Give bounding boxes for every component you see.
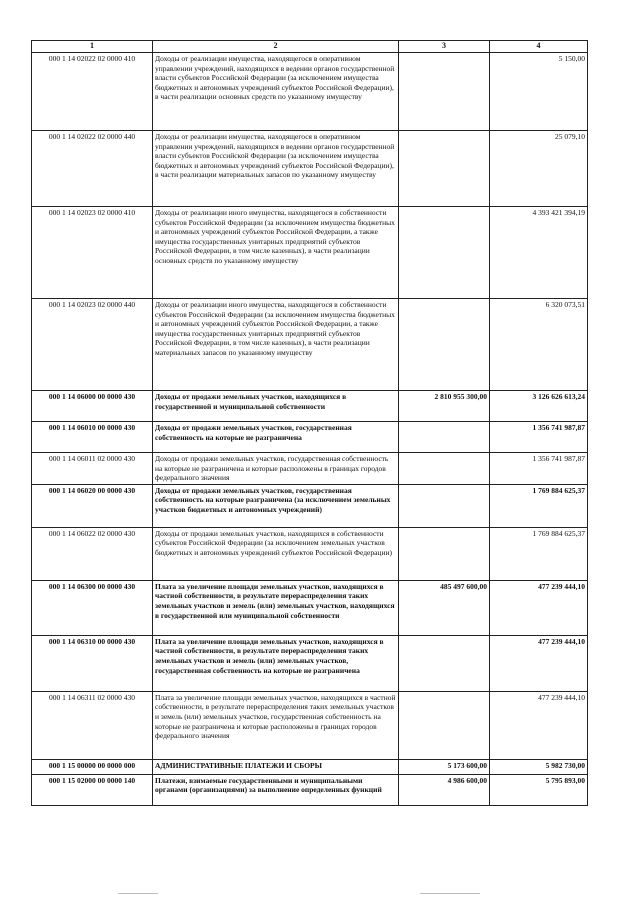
row-name-cell: АДМИНИСТРАТИВНЫЕ ПЛАТЕЖИ И СБОРЫ	[153, 759, 399, 774]
row-fact-cell: 477 239 444,10	[490, 691, 588, 759]
row-name-cell: Доходы от продажи земельных участков, государственная собственность на которые не разграничена и которые расположены в границах городов федерального значения	[153, 453, 399, 485]
row-code-cell: 000 1 14 06011 02 0000 430	[32, 453, 153, 485]
row-plan-cell	[399, 484, 490, 527]
table-row	[32, 391, 588, 422]
table-body	[32, 53, 588, 806]
row-plan-cell: 485 497 600,00	[399, 580, 490, 635]
row-fact-cell: 5 795 893,00	[490, 774, 588, 805]
row-code-cell: 000 1 14 06000 00 0000 430	[32, 391, 153, 422]
table-row	[32, 691, 588, 759]
table-row	[32, 635, 588, 691]
row-plan-cell	[399, 207, 490, 299]
row-fact-cell: 477 239 444,10	[490, 580, 588, 635]
table-row	[32, 422, 588, 453]
row-code-cell: 000 1 15 02000 00 0000 140	[32, 774, 153, 805]
row-fact-cell: 477 239 444,10	[490, 635, 588, 691]
row-name-cell: Доходы от продажи земельных участков, находящихся в государственной и муниципальной собственности	[153, 391, 399, 422]
row-plan-cell	[399, 453, 490, 485]
row-fact-cell: 6 320 073,51	[490, 299, 588, 391]
row-plan-cell	[399, 131, 490, 207]
row-plan-cell	[399, 527, 490, 580]
row-code-cell: 000 1 14 02023 02 0000 440	[32, 299, 153, 391]
row-name-cell: Доходы от реализации иного имущества, находящегося в собственности субъектов Российской Федерации (за исключением имущества бюджетных и автономных учреждений субъектов Российской Федерации, а также имущества государственных унитарных предприятий субъектов Российской Федерации, в том числе казенных), в части реализации основных средств по указанному имуществу	[153, 207, 399, 299]
row-code-cell: 000 1 14 06022 02 0000 430	[32, 527, 153, 580]
scan-artifact	[420, 893, 480, 894]
row-code-cell: 000 1 14 06020 00 0000 430	[32, 484, 153, 527]
row-name-cell: Доходы от реализации иного имущества, находящегося в собственности субъектов Российской Федерации (за исключением имущества бюджетных и автономных учреждений субъектов Российской Федерации, а также имущества государственных унитарных предприятий субъектов Российской Федерации, в том числе казенных), в части реализации материальных запасов по указанному имуществу	[153, 299, 399, 391]
row-name-cell: Плата за увеличение площади земельных участков, находящихся в частной собственности, в результате перераспределения таких земельных участков и земель (или) земельных участков, государственная собственность на которые не разграничена и которые расположены в границах городов федерального значения	[153, 691, 399, 759]
row-name-cell: Платежи, взимаемые государственными и муниципальными органами (организациями) за выполнение определенных функций	[153, 774, 399, 805]
table-row	[32, 484, 588, 527]
row-plan-cell: 5 173 600,00	[399, 759, 490, 774]
row-fact-cell: 1 769 884 625,37	[490, 527, 588, 580]
column-header-4: 4	[490, 41, 588, 53]
revenue-table	[31, 40, 588, 806]
row-code-cell: 000 1 14 06300 00 0000 430	[32, 580, 153, 635]
table-row	[32, 131, 588, 207]
row-code-cell: 000 1 14 02023 02 0000 410	[32, 207, 153, 299]
row-fact-cell: 1 356 741 987,87	[490, 453, 588, 485]
table-row	[32, 580, 588, 635]
table-row	[32, 207, 588, 299]
column-header-2: 2	[153, 41, 399, 53]
row-plan-cell	[399, 635, 490, 691]
row-name-cell: Доходы от продажи земельных участков, государственная собственность на которые разграничена (за исключением земельных участков бюджетных и автономных учреждений)	[153, 484, 399, 527]
row-code-cell: 000 1 14 02022 02 0000 440	[32, 131, 153, 207]
row-code-cell: 000 1 14 06311 02 0000 430	[32, 691, 153, 759]
row-fact-cell: 1 769 884 625,37	[490, 484, 588, 527]
table-row	[32, 759, 588, 774]
table-row	[32, 774, 588, 805]
row-name-cell: Доходы от продажи земельных участков, находящихся в собственности субъектов Российской Федерации (за исключением земельных участков бюджетных и автономных учреждений субъектов Российской Федерации)	[153, 527, 399, 580]
row-code-cell: 000 1 15 00000 00 0000 000	[32, 759, 153, 774]
column-header-3: 3	[399, 41, 490, 53]
row-fact-cell: 4 393 421 394,19	[490, 207, 588, 299]
scan-artifact	[118, 893, 158, 894]
row-fact-cell: 25 079,10	[490, 131, 588, 207]
table-header-row	[32, 41, 588, 53]
row-code-cell: 000 1 14 06010 00 0000 430	[32, 422, 153, 453]
row-name-cell: Доходы от реализации имущества, находящегося в оперативном управлении учреждений, находящихся в ведении органов государственной власти субъектов Российской Федерации (за исключением имущества бюджетных и автономных учреждений субъектов Российской Федерации), в части реализации основных средств по указанному имуществу	[153, 53, 399, 131]
row-name-cell: Плата за увеличение площади земельных участков, находящихся в частной собственности, в результате перераспределения таких земельных участков и земель (или) земельных участков, государственная собственность на которые не разграничена	[153, 635, 399, 691]
row-fact-cell: 1 356 741 987,87	[490, 422, 588, 453]
row-plan-cell: 4 986 600,00	[399, 774, 490, 805]
row-name-cell: Доходы от продажи земельных участков, государственная собственность на которые не разграничена	[153, 422, 399, 453]
column-header-1: 1	[32, 41, 153, 53]
table-row	[32, 299, 588, 391]
row-fact-cell: 3 126 626 613,24	[490, 391, 588, 422]
row-fact-cell: 5 150,00	[490, 53, 588, 131]
row-plan-cell	[399, 299, 490, 391]
row-plan-cell: 2 810 955 300,00	[399, 391, 490, 422]
table-row	[32, 453, 588, 485]
table-row	[32, 53, 588, 131]
table-row	[32, 527, 588, 580]
row-name-cell: Доходы от реализации имущества, находящегося в оперативном управлении учреждений, находящихся в ведении органов государственной власти субъектов Российской Федерации (за исключением имущества бюджетных и автономных учреждений субъектов Российской Федерации), в части реализации материальных запасов по указанному имуществу	[153, 131, 399, 207]
row-code-cell: 000 1 14 06310 00 0000 430	[32, 635, 153, 691]
row-fact-cell: 5 982 730,00	[490, 759, 588, 774]
row-plan-cell	[399, 422, 490, 453]
row-plan-cell	[399, 691, 490, 759]
row-plan-cell	[399, 53, 490, 131]
row-name-cell: Плата за увеличение площади земельных участков, находящихся в частной собственности, в результате перераспределения таких земельных участков и земель (или) земельных участков, находящихся в государственной или муниципальной собственности	[153, 580, 399, 635]
row-code-cell: 000 1 14 02022 02 0000 410	[32, 53, 153, 131]
